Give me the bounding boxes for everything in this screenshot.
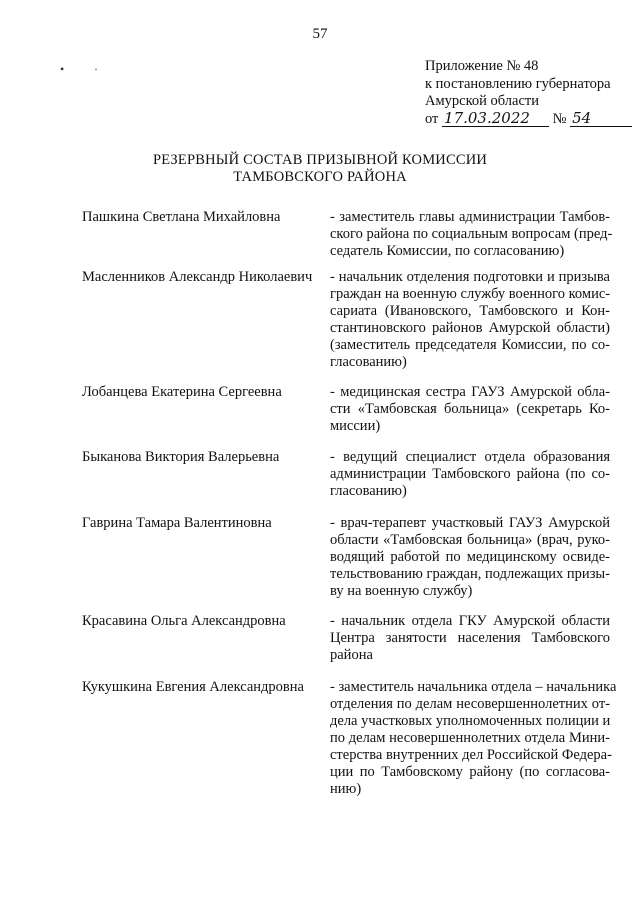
- member-role: [330, 449, 610, 500]
- role-line: ского района по социальным вопросам (пред-: [330, 226, 613, 242]
- role-line: области «Тамбовская больница» (врач, руко-: [330, 532, 610, 548]
- role-line: администрации Тамбовского района (по со-: [330, 466, 610, 482]
- member-name: Красавина Ольга Александровна: [82, 613, 286, 629]
- role-line: - заместитель главы администрации Тамбов-: [330, 209, 610, 225]
- number-label: №: [552, 110, 567, 127]
- role-line: - начальник отделения подготовки и призыва: [330, 269, 610, 285]
- role-line: стерства внутренних дел Российской Федера-: [330, 747, 612, 763]
- role-line: Центра занятости населения Тамбовского: [330, 630, 610, 646]
- date-prefix: от: [425, 110, 439, 127]
- handwritten-number: 54: [570, 111, 632, 127]
- appendix-block: [425, 58, 632, 128]
- role-line: стантиновского районов Амурской области): [330, 320, 610, 336]
- stray-mark: ·: [94, 62, 98, 76]
- member-name: Быканова Виктория Валерьевна: [82, 449, 280, 465]
- member-name: Лобанцева Екатерина Сергеевна: [82, 384, 282, 400]
- role-line: - ведущий специалист отдела образования: [330, 449, 610, 465]
- role-line: отделения по делам несовершеннолетних от-: [330, 696, 610, 712]
- role-line: дела участковых уполномоченных полиции и: [330, 713, 611, 729]
- title-line-2: ТАМБОВСКОГО РАЙОНА: [233, 169, 407, 185]
- document-title: [0, 152, 640, 186]
- role-line: по делам несовершеннолетних отдела Мини-: [330, 730, 610, 746]
- member-role: [330, 384, 610, 435]
- role-line: гласованию): [330, 483, 407, 499]
- role-line: - начальник отдела ГКУ Амурской области: [330, 613, 610, 629]
- member-role: [330, 269, 610, 371]
- member-role: [330, 679, 617, 798]
- appendix-region: Амурской области: [425, 93, 539, 109]
- role-line: гласованию): [330, 354, 407, 370]
- member-name: Пашкина Светлана Михайловна: [82, 209, 281, 225]
- handwritten-date: 17.03.2022: [442, 111, 549, 127]
- member-name: Масленников Александр Николаевич: [82, 269, 313, 285]
- role-line: ции по Тамбовскому району (по согласова-: [330, 764, 610, 780]
- stray-mark: •: [60, 62, 65, 76]
- role-line: ву на военную службу): [330, 583, 473, 599]
- role-line: нию): [330, 781, 362, 797]
- role-line: водящий работой по медицинскому освиде-: [330, 549, 610, 565]
- page-number: 57: [312, 26, 328, 42]
- role-line: сариата (Ивановского, Тамбовского и Кон-: [330, 303, 610, 319]
- role-line: тельствованию граждан, подлежащих призы-: [330, 566, 610, 582]
- appendix-date-line: [425, 108, 632, 129]
- role-line: (заместитель председателя Комиссии, по со-: [330, 337, 610, 353]
- member-role: [330, 515, 610, 600]
- member-name: Гаврина Тамара Валентиновна: [82, 515, 272, 531]
- title-line-1: РЕЗЕРВНЫЙ СОСТАВ ПРИЗЫВНОЙ КОМИССИИ: [152, 152, 488, 168]
- role-line: миссии): [330, 418, 381, 434]
- role-line: сти «Тамбовская больница» (секретарь Ко-: [330, 401, 610, 417]
- appendix-resolution: к постановлению губернатора: [425, 75, 611, 92]
- member-role: [330, 209, 613, 260]
- role-line: граждан на военную службу военного комис-: [330, 286, 611, 302]
- role-line: района: [330, 647, 373, 663]
- role-line: - медицинская сестра ГАУЗ Амурской обла-: [330, 384, 610, 400]
- role-line: седатель Комиссии, по согласованию): [330, 243, 565, 259]
- member-name: Кукушкина Евгения Александровна: [82, 679, 304, 695]
- role-line: - заместитель начальника отдела – начальника: [330, 679, 617, 695]
- appendix-number: Приложение № 48: [425, 58, 539, 74]
- member-role: [330, 613, 610, 664]
- role-line: - врач-терапевт участковый ГАУЗ Амурской: [330, 515, 610, 531]
